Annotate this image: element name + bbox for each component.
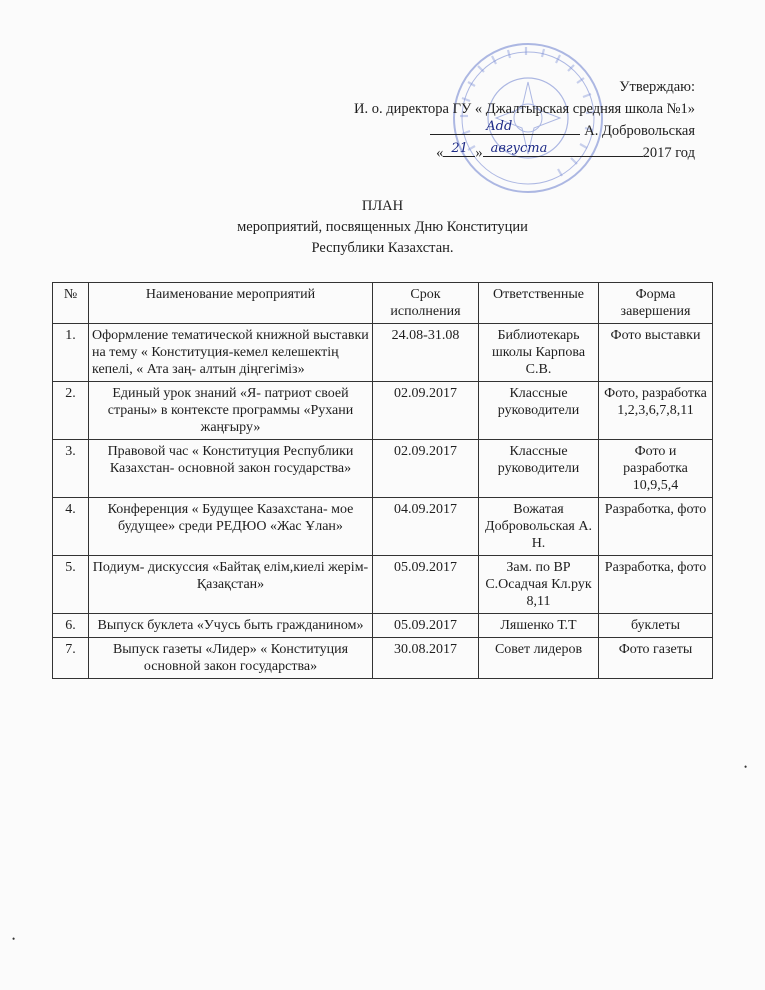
row-deadline: 30.08.2017: [373, 638, 479, 679]
table-row: [53, 614, 713, 638]
approval-block: [215, 76, 695, 164]
row-responsible: Вожатая Добровольская А. Н.: [479, 498, 599, 556]
header-event-name: Наименование мероприятий: [89, 283, 373, 324]
date-quote-close: »: [475, 145, 483, 161]
events-table: [52, 282, 713, 679]
handwritten-day: 21: [451, 141, 468, 156]
table-row: [53, 324, 713, 382]
table-header-row: [53, 283, 713, 324]
signature-field: [430, 120, 580, 135]
handwritten-month: августа: [490, 141, 548, 156]
header-number: №: [53, 283, 89, 324]
table-row: [53, 440, 713, 498]
row-deadline: 04.09.2017: [373, 498, 479, 556]
title-country: Республики Казахстан.: [311, 240, 454, 256]
row-event-name: Подиум- дискуссия «Байтақ елім,киелі жерім- Қазақстан»: [89, 556, 373, 614]
title-subject: мероприятий, посвященных Дню Конституции: [237, 219, 528, 235]
approve-label: Утверждаю:: [619, 79, 695, 95]
row-number: 7.: [53, 638, 89, 679]
row-number: 6.: [53, 614, 89, 638]
date-year: 2017 год: [642, 145, 695, 161]
scan-speck: •: [12, 934, 16, 944]
row-responsible: Ляшенко Т.Т: [479, 614, 599, 638]
row-event-name: Конференция « Будущее Казахстана- мое будущее» среди РЕДЮО «Жас Ұлан»: [89, 498, 373, 556]
row-completion-form: Фото газеты: [599, 638, 713, 679]
row-event-name: Выпуск газеты «Лидер» « Конституция основной закон государства»: [89, 638, 373, 679]
row-deadline: 05.09.2017: [373, 556, 479, 614]
row-number: 3.: [53, 440, 89, 498]
row-completion-form: Фото и разработка 10,9,5,4: [599, 440, 713, 498]
row-completion-form: Разработка, фото: [599, 498, 713, 556]
row-responsible: Классные руководители: [479, 440, 599, 498]
date-month-field: [483, 142, 643, 157]
table-row: [53, 556, 713, 614]
row-event-name: Оформление тематической книжной выставки на тему « Конституция-кемел келешектің кепелі, « Ата заң- алтын діңгегіміз»: [89, 324, 373, 382]
document-title: [0, 196, 765, 259]
row-completion-form: Разработка, фото: [599, 556, 713, 614]
row-number: 1.: [53, 324, 89, 382]
row-deadline: 05.09.2017: [373, 614, 479, 638]
row-deadline: 24.08-31.08: [373, 324, 479, 382]
row-responsible: Совет лидеров: [479, 638, 599, 679]
row-deadline: 02.09.2017: [373, 440, 479, 498]
row-deadline: 02.09.2017: [373, 382, 479, 440]
approval-date: [215, 142, 695, 164]
row-event-name: Единый урок знаний «Я- патриот своей страны» в контексте программы «Рухани жаңғыру»: [89, 382, 373, 440]
date-quote-open: «: [436, 145, 444, 161]
row-event-name: Выпуск буклета «Учусь быть гражданином»: [89, 614, 373, 638]
row-number: 5.: [53, 556, 89, 614]
table-row: [53, 498, 713, 556]
table-row: [53, 382, 713, 440]
header-completion-form: Форма завершения: [599, 283, 713, 324]
row-number: 4.: [53, 498, 89, 556]
scan-speck: •: [744, 762, 748, 772]
signer-name: А. Добровольская: [584, 123, 695, 139]
header-deadline: Срок исполнения: [373, 283, 479, 324]
row-responsible: Библиотекарь школы Карпова С.В.: [479, 324, 599, 382]
header-responsible: Ответственные: [479, 283, 599, 324]
title-plan: ПЛАН: [361, 198, 404, 214]
handwritten-signature: Add: [486, 119, 513, 134]
row-number: 2.: [53, 382, 89, 440]
row-completion-form: буклеты: [599, 614, 713, 638]
date-day-field: [443, 142, 475, 157]
row-completion-form: Фото выставки: [599, 324, 713, 382]
row-event-name: Правовой час « Конституция Республики Казахстан- основной закон государства»: [89, 440, 373, 498]
row-responsible: Зам. по ВР С.Осадчая Кл.рук 8,11: [479, 556, 599, 614]
table-row: [53, 638, 713, 679]
row-completion-form: Фото, разработка 1,2,3,6,7,8,11: [599, 382, 713, 440]
row-responsible: Классные руководители: [479, 382, 599, 440]
director-position: И. о. директора ГУ « Джалтырская средняя школа №1»: [354, 101, 695, 117]
